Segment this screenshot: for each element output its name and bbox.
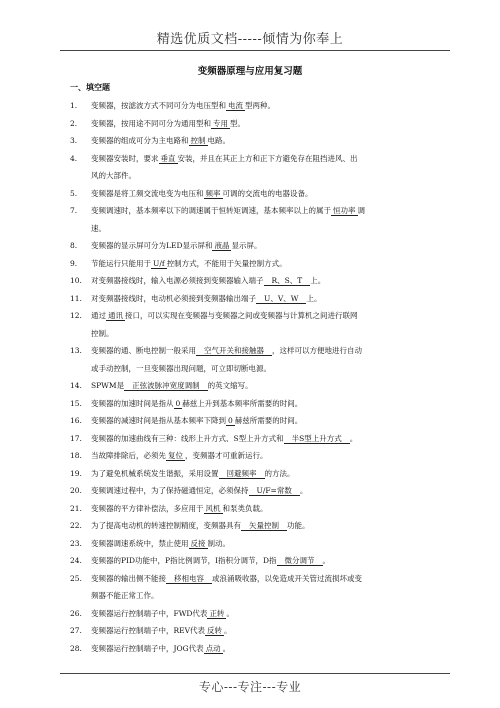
question-number: 17. [70,433,82,443]
question-number: 28. [70,643,82,653]
page-header: 精选优质文档-----倾情为你奉上 [156,32,344,47]
question-text: ，这样可以方便地进行自动 [272,346,362,355]
question-text: 。 [222,643,231,653]
question-number: 14. [70,381,82,390]
question-number: 19. [70,468,82,478]
question-number: 1. [70,101,78,110]
question-text: 型两种。 [245,101,275,110]
question-item [70,290,440,308]
question-text: 或浪涌吸收器，以免造成开关管过流损坏或变 [212,573,362,583]
answer-blank: U、V、W [256,294,306,304]
answer-blank: R、S、T [264,276,311,286]
question-text: 变频器，按用途不同可分为通用型和 [91,118,211,128]
question-number: 5. [70,188,78,198]
question-item [70,395,440,413]
question-item [70,115,440,133]
question-text: 功能。 [287,521,310,530]
answer-blank: 通讯 [108,311,123,320]
question-text: 为了提高电动机的转速控制精度，变频器具有 [91,521,241,530]
question-item [70,202,440,220]
question-text: 制动。 [207,538,230,548]
question-item [70,622,440,640]
question-item [70,465,440,483]
document-title: 变频器原理与应用复习题 [197,66,303,77]
answer-blank: 频率 [205,188,221,198]
question-text: 接口，可以实现在变频器与变频器之间或变频器与计算机之间进行联网 [125,311,358,320]
question-item [70,447,440,465]
question-text: 的方法。 [264,468,295,478]
question-item [70,272,440,290]
question-item [70,307,440,325]
answer-blank: 反接 [190,538,206,548]
question-text: 变频器，按滤波方式不同可分为电压型和 [91,101,226,110]
question-text: 和泵类负载。 [222,503,268,513]
question-item [70,430,440,448]
question-text: 节能运行只能用于 [91,258,151,268]
question-number: 13. [70,346,82,355]
question-text: 变频器的显示屏可分为LED显示屏和 [91,241,213,250]
answer-blank: 控制 [190,136,206,145]
answer-blank: 正转 [209,608,225,618]
answer-blank: 0 [228,416,233,425]
question-text: 变频器的通、断电控制一般采用 [91,346,196,355]
question-text: 的英文缩写。 [207,381,253,390]
question-text: 显示屏。 [231,241,262,250]
question-text: 对变频器接线时，输入电源必须接到变频器输入端子 [91,276,264,285]
answer-blank: 复位 [168,451,183,460]
question-text: 赫兹上升到基本频率所需要的时间。 [182,398,303,408]
question-number: 12. [70,311,82,320]
question-number: 16. [70,416,82,425]
question-number: 21. [70,503,82,513]
question-number: 2. [70,118,78,128]
answer-blank: U/f [153,258,165,268]
footer-divider [60,673,450,674]
answer-blank: 点动 [205,643,221,653]
question-number: 11. [70,293,82,303]
question-text: 变频器运行控制端子中，JOG代表 [91,643,204,653]
answer-blank: 正弦波脉冲宽度调制 [124,381,208,391]
question-number: 15. [70,398,82,408]
question-item [70,132,440,150]
section-heading: 一、填空题 [70,82,110,92]
answer-blank: 微分调节 [277,556,323,566]
question-number: 7. [70,206,78,215]
question-text: 。 [299,486,308,495]
header-divider [60,50,450,51]
question-text: 变频器的加速曲线有三种：线形上升方式、S型上升方式和 [91,433,284,443]
question-number: 25. [70,573,82,583]
answer-blank: 0 [175,398,181,408]
question-text: 变频调速过程中，为了保持磁通恒定，必须保持 [91,486,249,495]
question-number: 22. [70,521,82,530]
question-text: 变频器的PID功能中，P指比例调节，I指积分调节，D指 [91,556,277,565]
answer-blank: U/F=常数 [249,486,300,496]
question-text: 可调的交流电的电器设备。 [222,188,313,198]
question-number: 8. [70,241,78,250]
question-text: 。 [224,626,232,635]
question-number: 9. [70,258,78,268]
question-list [70,97,440,657]
answer-blank: 空气开关和接触器 [196,346,272,356]
question-item [70,570,440,588]
answer-blank: 垂直 [160,153,176,163]
question-text: 变频调速时，基本频率以下的调速属于恒转矩调速，基本频率以上的属于 [91,206,331,215]
question-text: 电路。 [207,136,230,145]
question-text: 安装，并且在其正上方和正下方避免存在阻挡进风、出 [177,153,358,163]
answer-blank: 专用 [213,118,228,128]
question-item [70,342,440,360]
question-number: 23. [70,538,82,548]
question-item [70,552,440,570]
question-number: 4. [70,153,78,163]
question-number: 24. [70,556,82,565]
question-item [70,412,440,430]
question-item [70,500,440,518]
question-text: 调 [357,206,365,215]
question-number: 27. [70,626,82,635]
answer-blank: 恒功率 [333,206,356,215]
question-number: 18. [70,451,82,460]
question-text: 控制方式，不能用于矢量控制方式。 [166,258,287,268]
question-number: 3. [70,136,78,145]
question-text: 变频器的加速时间是指从 [91,398,174,408]
answer-blank: 风机 [205,503,221,513]
question-item [70,377,440,395]
question-text: ，变频器才可重新运行。 [185,451,268,460]
answer-blank: 液晶 [214,241,230,250]
question-continuation: 速。 [91,223,106,233]
question-item [70,97,440,115]
question-continuation: 或手动控制，一旦变频器出现问题，可立即切断电源。 [91,363,271,373]
question-text: 变频器调速系统中，禁止使用 [91,538,189,548]
question-text: 变频器是将工频交流电变为电压 [91,188,196,198]
question-item [70,535,440,553]
question-text: 变频器运行控制端子中，FWD代表 [91,608,208,618]
question-text: 。 [226,608,234,618]
question-continuation: 风的大部件。 [91,171,136,180]
question-item [70,185,440,203]
answer-blank: 回避频率 [219,469,265,479]
question-item [70,640,440,658]
question-continuation: 频器不能正常工作。 [91,591,159,600]
question-text: 变频器的输出侧不能接 [91,573,166,583]
answer-blank: 反转 [207,626,223,635]
question-text: 变频器的减速时间是指从基本频率下降到 [91,416,226,425]
question-text: 。 [322,556,331,565]
question-text: 上。 [310,276,326,285]
question-text: 为了避免机械系统发生谐振，采用设置 [91,468,219,478]
question-text: 变频器运行控制端子中，REV代表 [91,626,206,635]
answer-blank: 矢量控制 [241,521,287,531]
question-text: 。 [349,433,358,443]
question-item [70,482,440,500]
question-text: SPWM是 [91,381,125,390]
question-text: 通过 [91,311,106,320]
question-text: 赫兹所需要的时间。 [234,416,303,425]
question-item [70,150,440,168]
question-text: 变频器的组成可分为主电路和 [91,136,189,145]
question-item [70,605,440,623]
question-text: 变频器的平方律补偿法，多应用于 [91,503,204,513]
page-footer: 专心---专注---专业 [198,680,302,694]
question-item [70,237,440,255]
question-number: 10. [70,276,82,285]
question-number: 20. [70,486,82,495]
question-text: 上。 [306,293,322,303]
answer-blank: 电流 [228,101,243,110]
question-text: 变频器安装时，要求 [91,153,159,163]
question-item [70,517,440,535]
question-item [70,255,440,273]
question-text: 和 [196,188,204,198]
question-text: 型。 [230,118,245,128]
answer-blank: 半S型上升方式 [284,434,350,444]
question-number: 26. [70,608,82,618]
question-text: 对变频器接线时，电动机必须接到变频器输出端子 [91,293,256,303]
question-continuation: 控制。 [91,328,114,338]
question-text: 当故障排除后，必须先 [91,451,166,460]
answer-blank: 移相电容 [166,574,212,584]
